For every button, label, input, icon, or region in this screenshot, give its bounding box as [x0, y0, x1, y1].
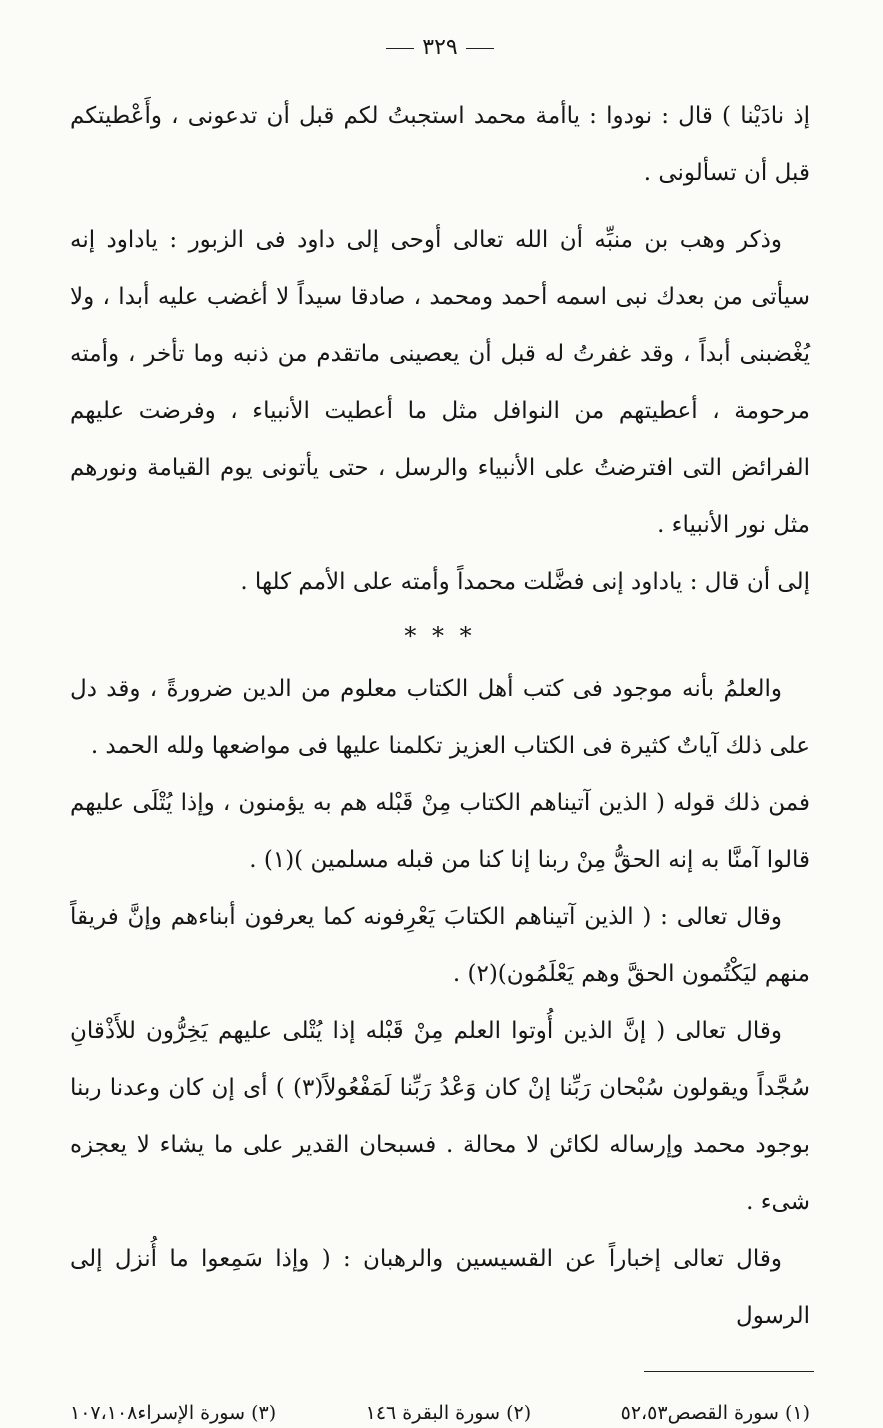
paragraph-4: والعلمُ بأنه موجود فى كتب أهل الكتاب معلوم من الدين ضرورةً ، وقد دل على ذلك آياتٌ كثيرة فى الكتاب العزيز تكلمنا عليها فى مواضعها ولله الحمد . [70, 676, 810, 759]
paragraph-1: إذ نادَيْنا ) قال : نودوا : ياأمة محمد استجبتُ لكم قبل أن تدعونى ، وأَعْطيتكم قبل أن تسألونى . [70, 103, 810, 186]
footnote-3: (٣) سورة الإسراء١٠٧،١٠٨ [70, 1402, 277, 1424]
paragraph-6: وقال تعالى : ( الذين آتيناهم الكتابَ يَعْرِفونه كما يعرفون أبناءهم وإنَّ فريقاً منهم ليَكْتُمون الحقَّ وهم يَعْلَمُون)(٢) . [70, 904, 810, 987]
page-number-dash-right [466, 48, 494, 49]
paragraph-3: إلى أن قال : ياداود إنى فضَّلت محمداً وأمته على الأمم كلها . [240, 569, 810, 595]
footnotes [70, 1398, 810, 1428]
book-page [70, 28, 810, 1428]
footnote-divider [644, 1371, 814, 1372]
paragraph-8: وقال تعالى إخباراً عن القسيسين والرهبان : ( وإذا سَمِعوا ما أُنزل إلى الرسول [70, 1246, 810, 1329]
footnote-1: (١) سورة القصص٥٢،٥٣ [620, 1402, 810, 1424]
footnote-2: (٢) سورة البقرة ١٤٦ [365, 1402, 532, 1424]
paragraph-7: وقال تعالى ( إنَّ الذين أُوتوا العلم مِنْ قَبْله إذا يُتْلى عليهم يَخِرُّون للأَذْقانِ سُجَّداً ويقولون سُبْحان رَبِّنا إنْ كان وَعْدُ رَبِّنا لَمَفْعُولاً(٣) ) أى إن كان وعدنا ربنا بوجود محمد وإرساله لكائن لا محالة . فسبحان القدير على ما يشاء لا يعجزه شىء . [70, 1018, 810, 1215]
paragraph-2: وذكر وهب بن منبِّه أن الله تعالى أوحى إلى داود فى الزبور : ياداود إنه سيأتى من بعدك نبى اسمه أحمد ومحمد ، صادقا سيداً لا أغضب عليه أبدا ، ولا يُغْضبنى أبداً ، وقد غفرتُ له قبل أن يعصينى ماتقدم من ذنبه وما تأخر ، وأمته مرحومة ، أعطيتهم من النوافل مثل ما أعطيت الأنبياء ، وفرضت عليهم الفرائض التى افترضتُ على الأنبياء والرسل ، حتى يأتونى يوم القيامة ونورهم مثل نور الأنبياء . [70, 227, 810, 538]
main-text [70, 88, 810, 1345]
page-number [70, 28, 810, 68]
page-number-dash-left [386, 48, 414, 49]
page-number-text: ٣٢٩ [422, 35, 458, 60]
paragraph-5: فمن ذلك قوله ( الذين آتيناهم الكتاب مِنْ قَبْله هم به يؤمنون ، وإذا يُتْلَى عليهم قالوا آمنَّا به إنه الحقُّ مِنْ ربنا إنا كنا من قبله مسلمين )(١) . [70, 790, 810, 873]
section-separator: * * * [404, 622, 476, 650]
